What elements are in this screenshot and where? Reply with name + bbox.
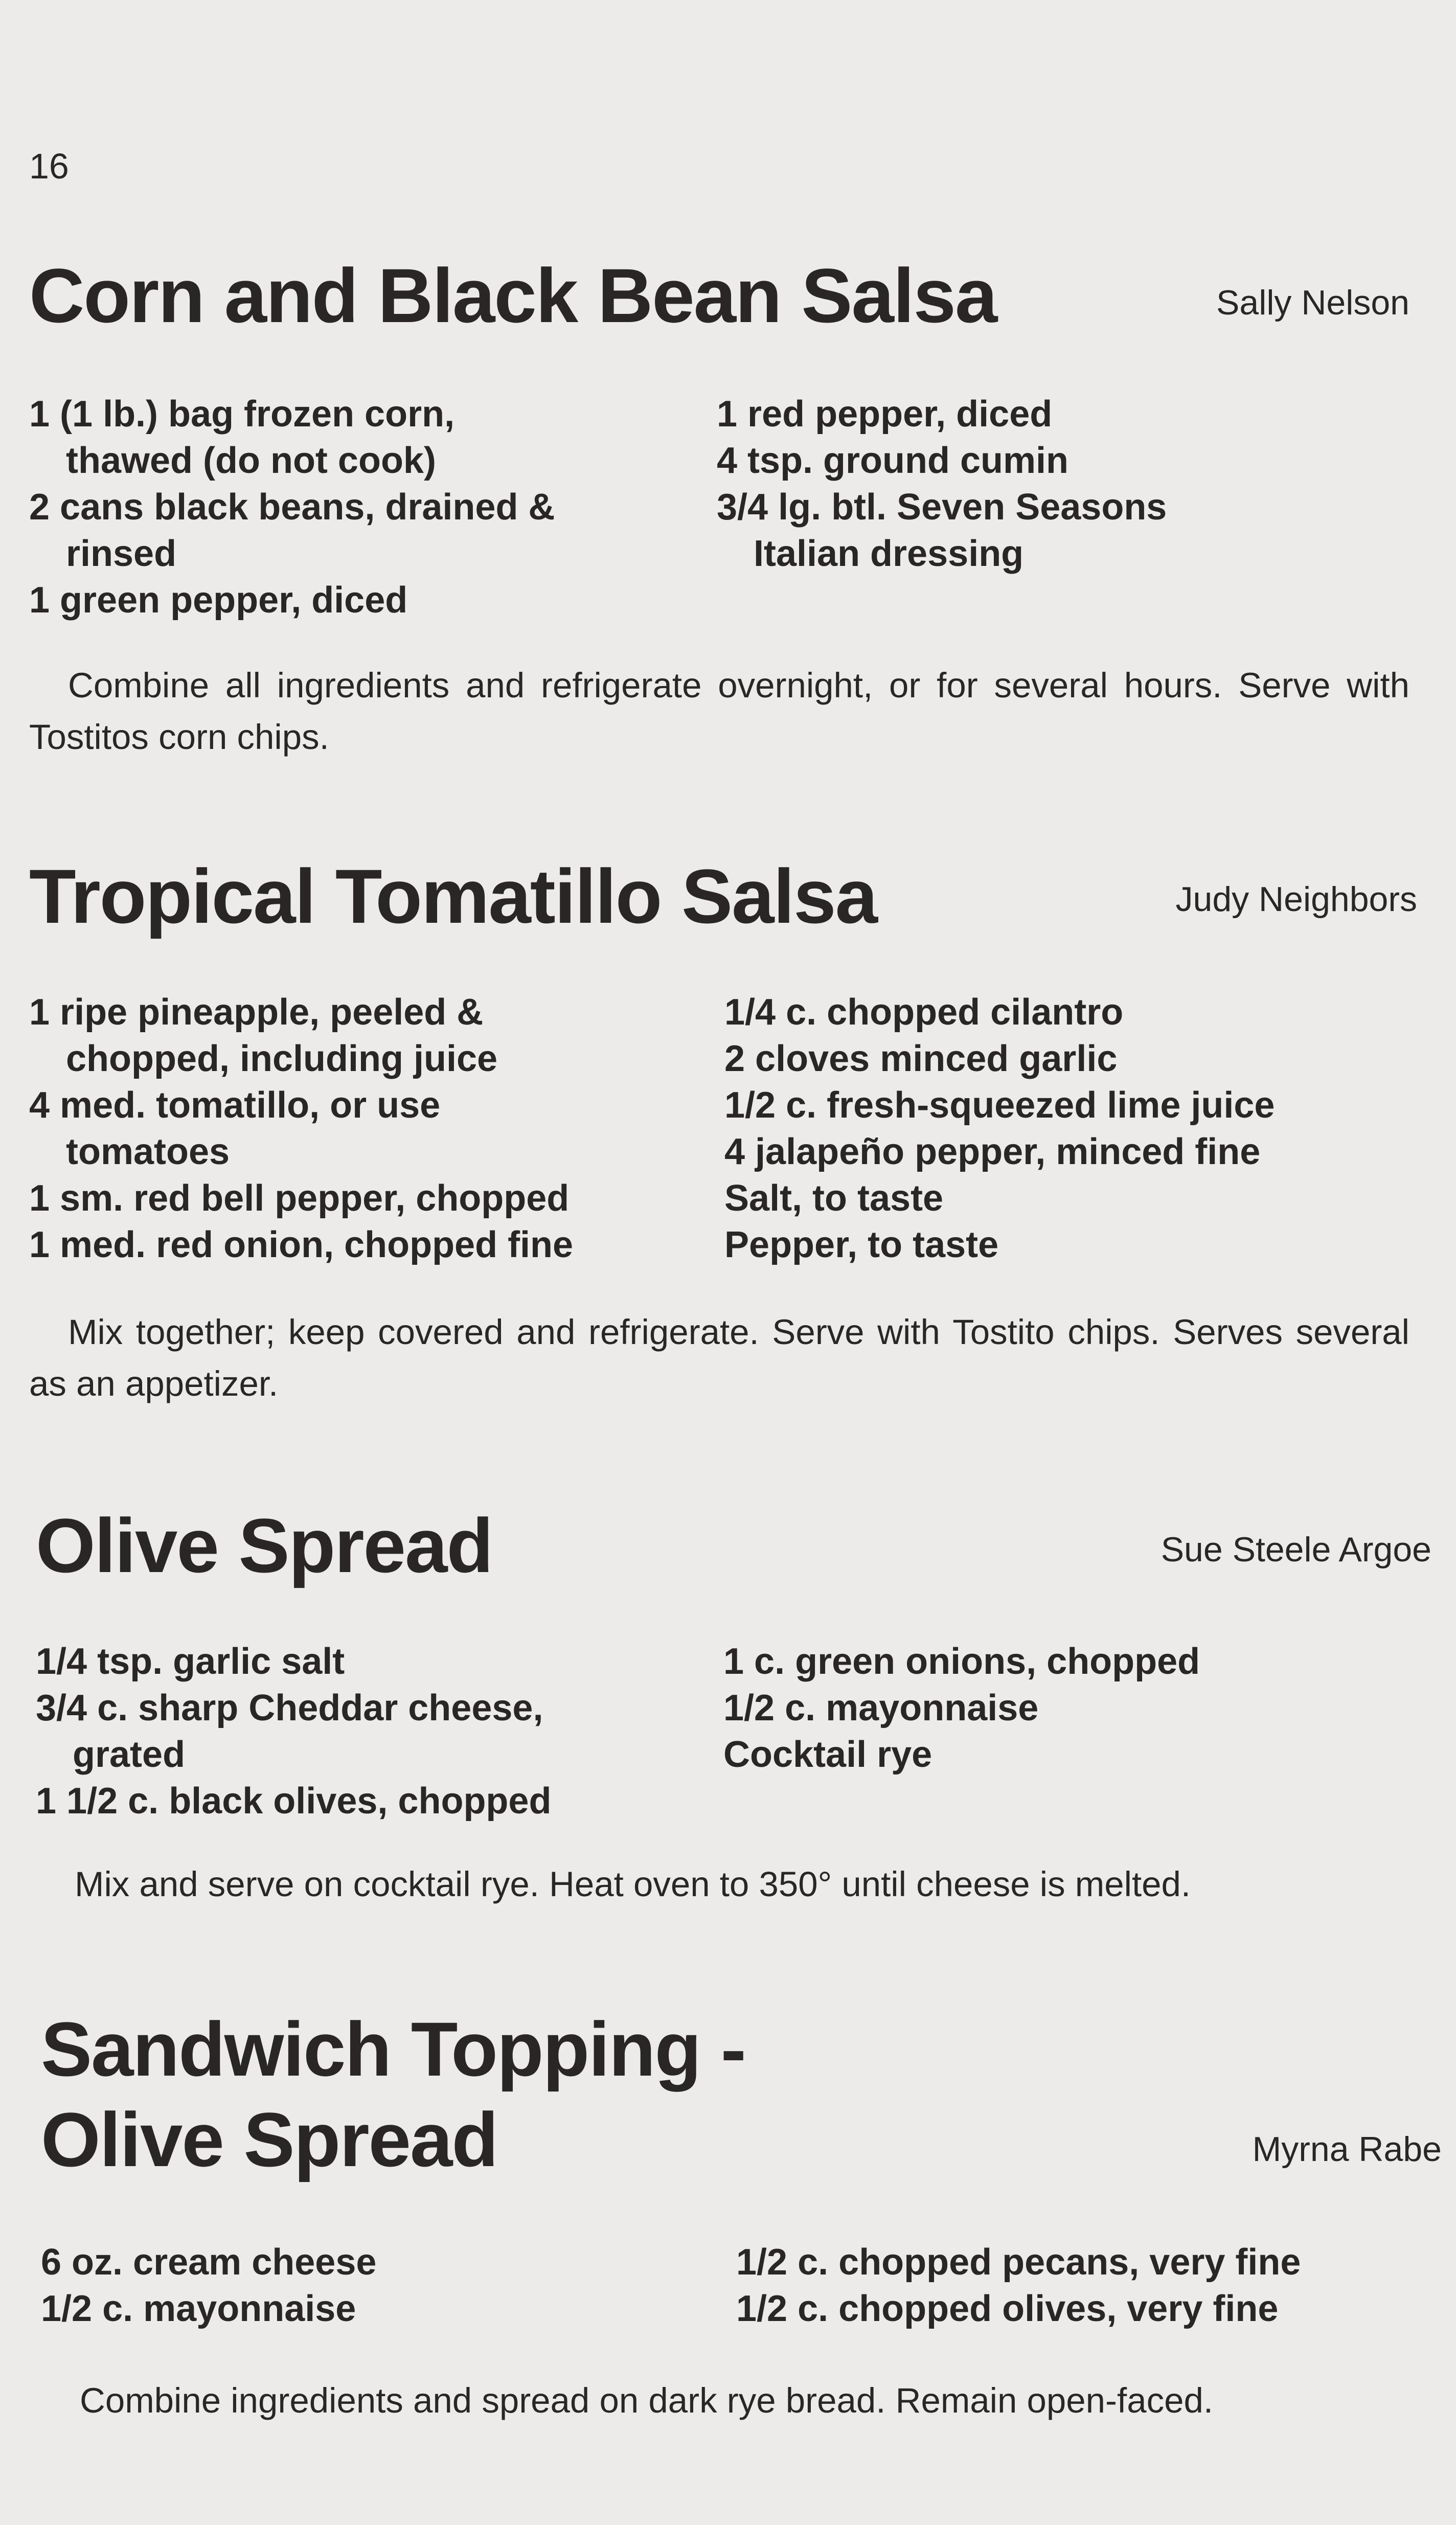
recipe-olive-spread — [36, 1500, 1431, 1935]
recipe-title: Corn and Black Bean Salsa — [29, 253, 997, 338]
recipe-instructions: Mix together; keep covered and refrigerate. Serve with Tostito chips. Serves several as an appetizer. — [29, 1312, 1409, 1403]
ingredient-list — [41, 2239, 1421, 2341]
ingredient-column-right — [724, 989, 1415, 1268]
ingredient: 3/4 c. sharp Cheddar cheese, grated — [36, 1688, 543, 1775]
ingredient-list — [29, 989, 1409, 1276]
recipe-author: Judy Neighbors — [1175, 880, 1417, 919]
recipe-instructions: Combine all ingredients and refrigerate overnight, or for several hours. Serve with Tostitos corn chips. — [29, 666, 1409, 757]
ingredient-column-right — [736, 2239, 1426, 2332]
ingredient: 1 ripe pineapple, peeled & chopped, including juice — [29, 992, 498, 1079]
ingredient: 1/2 c. fresh-squeezed lime juice — [724, 1085, 1275, 1126]
recipe-author: Sally Nelson — [1216, 283, 1409, 322]
ingredient-list — [29, 391, 1409, 621]
ingredient-column-right — [717, 391, 1407, 577]
page-number: 16 — [29, 146, 69, 186]
ingredient: 1 green pepper, diced — [29, 580, 408, 621]
ingredient: 6 oz. cream cheese — [41, 2242, 377, 2283]
ingredient: 3/4 lg. btl. Seven Seasons Italian dressing — [717, 487, 1167, 574]
recipe-author: Myrna Rabe — [1252, 2130, 1442, 2169]
ingredient: 1 1/2 c. black olives, chopped — [36, 1781, 552, 1822]
ingredient: Cocktail rye — [723, 1734, 932, 1775]
ingredient: 1/2 c. chopped pecans, very fine — [736, 2242, 1301, 2283]
ingredient: 4 jalapeño pepper, minced fine — [724, 1131, 1261, 1172]
recipe-title: Tropical Tomatillo Salsa — [29, 853, 877, 939]
recipe-tropical-tomatillo-salsa — [29, 851, 1417, 1414]
ingredient-column-right — [723, 1639, 1414, 1778]
ingredient: 4 med. tomatillo, or use tomatoes — [29, 1085, 441, 1172]
ingredient: 1 (1 lb.) bag frozen corn, thawed (do not cook) — [29, 394, 455, 481]
recipe-title-line: Sandwich Topping - — [41, 2006, 745, 2092]
ingredient: 1/4 c. chopped cilantro — [724, 992, 1124, 1033]
ingredient-column-left — [36, 1639, 700, 1825]
ingredient: Pepper, to taste — [724, 1224, 999, 1265]
ingredient: 1/2 c. mayonnaise — [723, 1688, 1039, 1728]
ingredient: Salt, to taste — [724, 1178, 944, 1219]
ingredient: 1 c. green onions, chopped — [723, 1641, 1200, 1682]
ingredient: 1 red pepper, diced — [717, 394, 1053, 435]
ingredient: 1/2 c. mayonnaise — [41, 2288, 356, 2329]
ingredient: 2 cans black beans, drained & rinsed — [29, 487, 555, 574]
ingredient-list — [36, 1639, 1416, 1822]
ingredient: 1/2 c. chopped olives, very fine — [736, 2288, 1279, 2329]
recipe-author: Sue Steele Argoe — [1161, 1530, 1431, 1569]
recipe-title — [41, 2004, 1421, 2185]
recipe-title-line: Olive Spread — [41, 2097, 498, 2182]
ingredient: 1 sm. red bell pepper, chopped — [29, 1178, 570, 1219]
ingredient: 2 cloves minced garlic — [724, 1038, 1118, 1079]
recipe-title: Olive Spread — [36, 1503, 493, 1588]
ingredient-column-left — [29, 989, 694, 1268]
recipe-sandwich-topping-olive-spread — [41, 2004, 1442, 2464]
ingredient: 1/4 tsp. garlic salt — [36, 1641, 345, 1682]
ingredient: 4 tsp. ground cumin — [717, 440, 1069, 481]
ingredient-column-left — [29, 391, 694, 624]
recipe-instructions: Combine ingredients and spread on dark rye bread. Remain open-faced. — [80, 2381, 1213, 2420]
recipe-corn-black-bean-salsa — [29, 251, 1409, 762]
recipe-instructions: Mix and serve on cocktail rye. Heat oven to 350° until cheese is melted. — [75, 1864, 1191, 1904]
ingredient-column-left — [41, 2239, 706, 2332]
ingredient: 1 med. red onion, chopped fine — [29, 1224, 574, 1265]
